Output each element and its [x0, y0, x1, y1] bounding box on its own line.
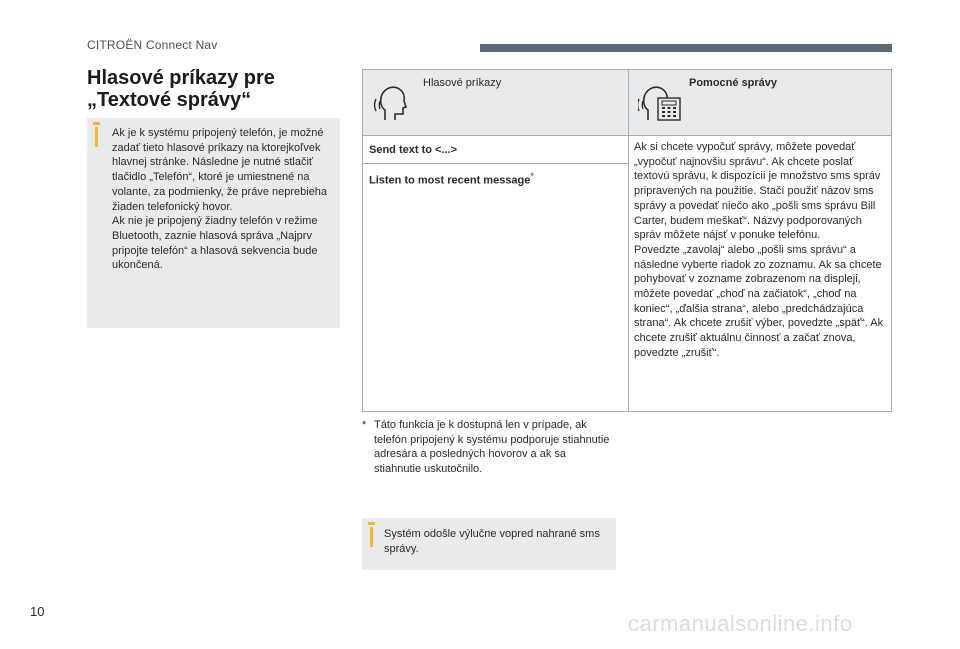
note-text: Systém odošle výlučne vopred nahrané sms správy. — [384, 528, 600, 555]
table-header — [363, 70, 891, 136]
voice-commands-table — [362, 69, 892, 412]
footnote-mark: * — [530, 171, 534, 181]
info-text: Ak je k systému pripojený telefón, je možné zadať tieto hlasové príkazy na ktorejkoľvek hlavnej stránke. Následne je nutné stlačiť tlačidlo „Telefón“, ktoré je umiestnené na volante, za podmienky, že práve neprebieha žiaden telefonický hovor. Ak nie je pripojený žiadny telefón v režime Bluetooth, zaznie hlasová správa „Najprv pripojte telefón“ a hlasová sekvencia bude ukončená. — [112, 127, 328, 272]
command-label: Listen to most recent message — [369, 174, 531, 187]
info-box — [87, 118, 340, 328]
info-bar-icon — [95, 127, 98, 147]
header-brand: CITROËN Connect Nav — [87, 38, 218, 52]
note-box — [362, 518, 616, 570]
command-listen-recent — [369, 171, 534, 187]
column-header-commands: Hlasové príkazy — [423, 77, 502, 89]
page-title: Hlasové príkazy pre „Textové správy“ — [87, 67, 275, 111]
help-messages-icon — [638, 82, 682, 122]
column-header-help: Pomocné správy — [689, 77, 778, 89]
info-bar-icon — [370, 527, 373, 547]
command-label: Send text to <...> — [369, 144, 458, 156]
voice-command-icon — [373, 82, 409, 122]
header-bar — [480, 44, 892, 52]
footnote-star: * — [362, 419, 367, 431]
watermark: carmanualsonline.info — [628, 611, 853, 636]
footnote-text: Táto funkcia je k dostupná len v prípade, ak telefón pripojený k systému podporuje stiahnutie adresára a posledných hovorov a ak sa stiahnutie uskutočnilo. — [374, 419, 610, 476]
help-text: Ak si chcete vypočuť správy, môžete povedať „vypočuť najnovšiu správu“. Ak chcete poslať textovú správu, k dispozícii je množstvo sms správ pripravených na použitie. Stačí použiť názov sms správy a povedať niečo ako „pošli sms správu Bill Carter, budem meškať“. Názvy podporovaných správ môžete nájsť v ponuke telefónu. Povedzte „zavolaj“ alebo „pošli sms správu“ a následne vyberte riadok zo zoznamu. Ak sa chcete pohybovať v zozname zobrazenom na displeji, môžete povedať „choď na začiatok“, „choď na koniec“, „ďalšia strana“, alebo „predchádzajúca strana“. Ak chcete zrušiť výber, povedzte „späť“. Ak chcete zrušiť aktuálnu činnosť a začať znova, povedzte „zrušiť“. — [634, 141, 884, 359]
page-number: 10 — [30, 604, 45, 619]
command-send-text — [369, 144, 457, 156]
column-divider — [628, 70, 629, 411]
row-separator — [363, 163, 628, 164]
